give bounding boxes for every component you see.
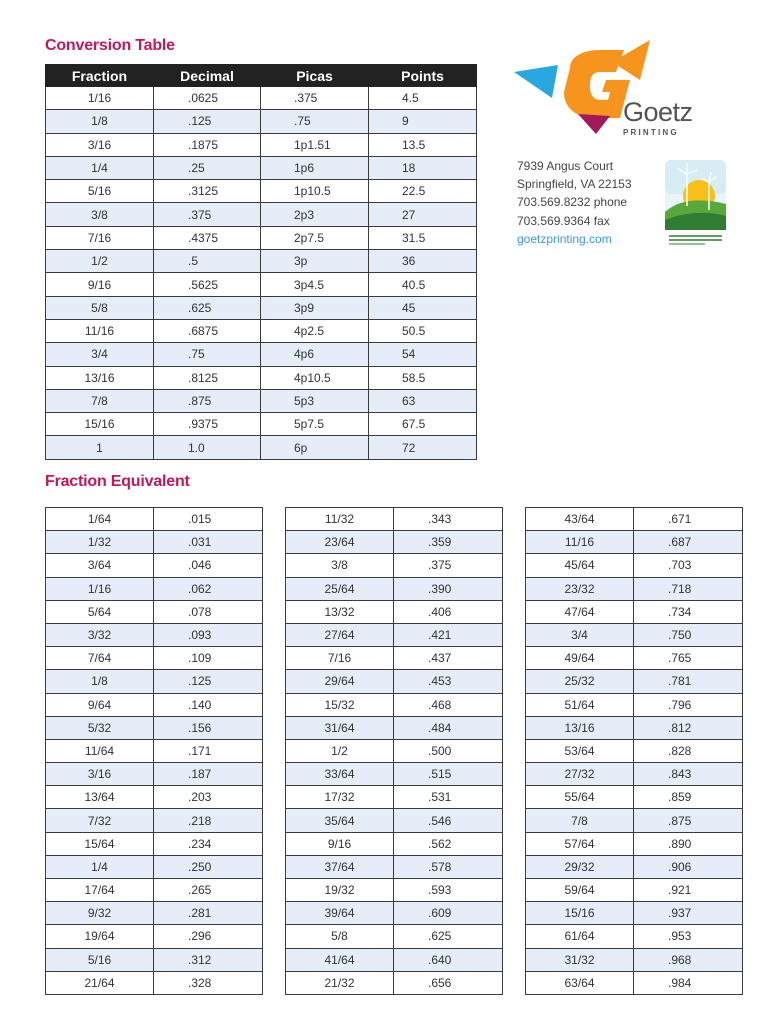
decimal-cell: .718 [634,577,743,600]
decimal-cell: .6875 [154,319,261,342]
picas-cell: 4p10.5 [261,366,369,389]
decimal-cell: .937 [634,902,743,925]
fraction-cell: 7/16 [286,647,394,670]
table-row [46,366,477,389]
table-row [46,554,263,577]
table-row [46,855,263,878]
fraction-cell: 9/32 [46,902,154,925]
table-row [286,670,503,693]
fraction-cell: 3/4 [46,343,154,366]
fraction-cell: 17/64 [46,879,154,902]
table-row [286,971,503,994]
fraction-cell: 11/64 [46,739,154,762]
decimal-cell: .703 [634,554,743,577]
decimal-cell: .5625 [154,273,261,296]
fraction-cell: 39/64 [286,902,394,925]
fraction-cell: 15/16 [526,902,634,925]
table-row [526,809,743,832]
table-row [46,226,477,249]
fraction-cell: 51/64 [526,693,634,716]
decimal-cell: .375 [394,554,503,577]
table-row [46,508,263,531]
decimal-cell: .125 [154,670,263,693]
table-row [46,531,263,554]
table-row [286,577,503,600]
decimal-cell: .968 [634,948,743,971]
table-row [46,577,263,600]
table-row [46,832,263,855]
header-points: Points [369,65,477,87]
decimal-cell: .312 [154,948,263,971]
decimal-cell: .171 [154,739,263,762]
picas-cell: 3p4.5 [261,273,369,296]
table-row [46,273,477,296]
decimal-cell: .781 [634,670,743,693]
decimal-cell: .421 [394,623,503,646]
table-row [526,554,743,577]
conversion-table [45,64,477,460]
fraction-cell: 57/64 [526,832,634,855]
decimal-cell: .453 [394,670,503,693]
decimal-cell: .328 [154,971,263,994]
decimal-cell: .578 [394,855,503,878]
decimal-cell: .609 [394,902,503,925]
fraction-cell: 1/4 [46,156,154,179]
website-link[interactable]: goetzprinting.com [517,231,612,246]
decimal-cell: .625 [154,296,261,319]
table-row [46,250,477,273]
table-row [286,902,503,925]
table-row [526,623,743,646]
table-row [526,693,743,716]
fraction-cell: 47/64 [526,600,634,623]
fraction-cell: 23/64 [286,531,394,554]
address-line-1: 7939 Angus Court [517,159,614,173]
table-row [46,948,263,971]
decimal-cell: .75 [154,343,261,366]
fraction-cell: 9/16 [286,832,394,855]
table-row [526,948,743,971]
fraction-equivalent-table-2 [285,507,503,995]
decimal-cell: .515 [394,763,503,786]
fraction-cell: 7/8 [46,389,154,412]
decimal-cell: .890 [634,832,743,855]
table-row [46,971,263,994]
table-row [46,133,477,156]
table-row [46,203,477,226]
table-row [286,531,503,554]
points-cell: 40.5 [369,273,477,296]
points-cell: 58.5 [369,366,477,389]
fraction-cell: 29/64 [286,670,394,693]
fraction-equivalent-title: Fraction Equivalent [45,473,190,490]
fraction-cell: 29/32 [526,855,634,878]
fraction-cell: 25/32 [526,670,634,693]
fraction-cell: 7/32 [46,809,154,832]
table-row [46,670,263,693]
fraction-cell: 1/32 [46,531,154,554]
decimal-cell: .671 [634,508,743,531]
decimal-cell: .015 [154,508,263,531]
fraction-cell: 27/64 [286,623,394,646]
points-cell: 27 [369,203,477,226]
table-row [526,763,743,786]
decimal-cell: .078 [154,600,263,623]
fraction-cell: 21/64 [46,971,154,994]
fraction-cell: 15/32 [286,693,394,716]
picas-cell: 3p [261,250,369,273]
decimal-cell: .984 [634,971,743,994]
table-row [46,647,263,670]
decimal-cell: .468 [394,693,503,716]
header-picas: Picas [261,65,369,87]
conversion-table-title: Conversion Table [45,37,175,54]
picas-cell: 4p2.5 [261,319,369,342]
decimal-cell: .687 [634,531,743,554]
fraction-cell: 5/32 [46,716,154,739]
table-row [526,832,743,855]
decimal-cell: .843 [634,763,743,786]
fraction-cell: 5/16 [46,180,154,203]
picas-cell: 1p10.5 [261,180,369,203]
points-cell: 67.5 [369,413,477,436]
fraction-cell: 1/64 [46,508,154,531]
table-row [526,902,743,925]
fraction-cell: 1/16 [46,577,154,600]
table-row [286,600,503,623]
decimal-cell: .4375 [154,226,261,249]
fraction-cell: 7/8 [526,809,634,832]
fraction-cell: 1/16 [46,87,154,110]
fraction-cell: 49/64 [526,647,634,670]
fraction-cell: 19/32 [286,879,394,902]
decimal-cell: .250 [154,855,263,878]
decimal-cell: .8125 [154,366,261,389]
conversion-header-row [46,65,477,87]
fraction-cell: 1/4 [46,855,154,878]
decimal-cell: .093 [154,623,263,646]
fraction-cell: 61/64 [526,925,634,948]
table-row [46,389,477,412]
decimal-cell: .656 [394,971,503,994]
fraction-cell: 27/32 [526,763,634,786]
decimal-cell: .625 [394,925,503,948]
fraction-cell: 9/64 [46,693,154,716]
fraction-cell: 1/2 [46,250,154,273]
decimal-cell: .484 [394,716,503,739]
table-row [46,343,477,366]
picas-cell: 5p3 [261,389,369,412]
table-row [46,623,263,646]
fraction-cell: 11/16 [46,319,154,342]
points-cell: 45 [369,296,477,319]
picas-cell: 5p7.5 [261,413,369,436]
table-row [46,180,477,203]
fraction-cell: 31/32 [526,948,634,971]
company-name: Goetz [623,97,693,127]
fraction-cell: 13/16 [526,716,634,739]
picas-cell: 2p7.5 [261,226,369,249]
fax-number: 703.569.9364 fax [517,213,610,228]
header-decimal: Decimal [154,65,261,87]
decimal-cell: .343 [394,508,503,531]
picas-cell: 6p [261,436,369,459]
decimal-cell: .734 [634,600,743,623]
contact-block [517,157,632,248]
decimal-cell: .1875 [154,133,261,156]
decimal-cell: .140 [154,693,263,716]
phone-number: 703.569.8232 phone [517,195,628,210]
fraction-equivalent-table-3 [525,507,743,995]
decimal-cell: .640 [394,948,503,971]
decimal-cell: .281 [154,902,263,925]
table-row [286,647,503,670]
fraction-cell: 5/8 [46,296,154,319]
fraction-cell: 3/4 [526,623,634,646]
fraction-cell: 37/64 [286,855,394,878]
table-row [46,110,477,133]
points-cell: 4.5 [369,87,477,110]
fraction-cell: 33/64 [286,763,394,786]
table-row [46,739,263,762]
decimal-cell: .796 [634,693,743,716]
decimal-cell: .234 [154,832,263,855]
decimal-cell: .203 [154,786,263,809]
fraction-cell: 3/16 [46,133,154,156]
decimal-cell: .921 [634,879,743,902]
fraction-cell: 1/2 [286,739,394,762]
address-line-2: Springfield, VA 22153 [517,177,632,192]
fraction-cell: 59/64 [526,879,634,902]
decimal-cell: .828 [634,739,743,762]
fraction-cell: 13/32 [286,600,394,623]
fraction-cell: 3/8 [46,203,154,226]
table-row [46,763,263,786]
picas-cell: 3p9 [261,296,369,319]
picas-cell: 1p6 [261,156,369,179]
table-row [46,319,477,342]
table-row [526,971,743,994]
decimal-cell: .359 [394,531,503,554]
fraction-cell: 15/16 [46,413,154,436]
decimal-cell: .125 [154,110,261,133]
fraction-cell: 9/16 [46,273,154,296]
picas-cell: .75 [261,110,369,133]
fraction-cell: 1/8 [46,110,154,133]
table-row [286,832,503,855]
decimal-cell: .562 [394,832,503,855]
table-row [46,436,477,459]
decimal-cell: .406 [394,600,503,623]
decimal-cell: .046 [154,554,263,577]
fraction-cell: 41/64 [286,948,394,971]
decimal-cell: .812 [634,716,743,739]
points-cell: 18 [369,156,477,179]
table-row [46,296,477,319]
fraction-cell: 25/64 [286,577,394,600]
table-row [46,809,263,832]
decimal-cell: 1.0 [154,436,261,459]
table-row [526,508,743,531]
table-row [46,786,263,809]
decimal-cell: .546 [394,809,503,832]
decimal-cell: .156 [154,716,263,739]
table-row [46,925,263,948]
fraction-cell: 35/64 [286,809,394,832]
fraction-cell: 1/8 [46,670,154,693]
table-row [46,693,263,716]
fraction-cell: 3/64 [46,554,154,577]
decimal-cell: .031 [154,531,263,554]
points-cell: 72 [369,436,477,459]
table-row [286,739,503,762]
points-cell: 50.5 [369,319,477,342]
points-cell: 13.5 [369,133,477,156]
fraction-cell: 13/16 [46,366,154,389]
decimal-cell: .765 [634,647,743,670]
decimal-cell: .296 [154,925,263,948]
decimal-cell: .593 [394,879,503,902]
table-row [526,600,743,623]
table-row [526,670,743,693]
decimal-cell: .187 [154,763,263,786]
table-row [286,554,503,577]
decimal-cell: .3125 [154,180,261,203]
table-row [46,716,263,739]
decimal-cell: .375 [154,203,261,226]
green-power-badge-icon [665,160,726,246]
table-row [286,716,503,739]
decimal-cell: .437 [394,647,503,670]
points-cell: 22.5 [369,180,477,203]
fraction-cell: 21/32 [286,971,394,994]
table-row [46,600,263,623]
fraction-cell: 17/32 [286,786,394,809]
fraction-cell: 23/32 [526,577,634,600]
table-row [46,902,263,925]
decimal-cell: .5 [154,250,261,273]
fraction-cell: 43/64 [526,508,634,531]
decimal-cell: .9375 [154,413,261,436]
fraction-cell: 3/32 [46,623,154,646]
picas-cell: 4p6 [261,343,369,366]
header-fraction: Fraction [46,65,154,87]
table-row [526,855,743,878]
table-row [286,623,503,646]
table-row [286,693,503,716]
points-cell: 9 [369,110,477,133]
decimal-cell: .500 [394,739,503,762]
decimal-cell: .0625 [154,87,261,110]
decimal-cell: .390 [394,577,503,600]
table-row [526,739,743,762]
table-row [46,87,477,110]
fraction-cell: 3/8 [286,554,394,577]
fraction-cell: 7/16 [46,226,154,249]
table-row [526,531,743,554]
points-cell: 31.5 [369,226,477,249]
table-row [526,647,743,670]
table-row [526,879,743,902]
table-row [286,763,503,786]
decimal-cell: .906 [634,855,743,878]
decimal-cell: .109 [154,647,263,670]
picas-cell: 1p1.51 [261,133,369,156]
decimal-cell: .875 [154,389,261,412]
fraction-cell: 13/64 [46,786,154,809]
decimal-cell: .875 [634,809,743,832]
table-row [286,809,503,832]
fraction-cell: 1 [46,436,154,459]
table-row [286,786,503,809]
fraction-cell: 5/16 [46,948,154,971]
fraction-cell: 19/64 [46,925,154,948]
table-row [46,879,263,902]
fraction-cell: 5/8 [286,925,394,948]
table-row [526,786,743,809]
fraction-cell: 11/16 [526,531,634,554]
picas-cell: .375 [261,87,369,110]
fraction-cell: 15/64 [46,832,154,855]
company-subtitle: PRINTING [623,128,679,137]
fraction-cell: 5/64 [46,600,154,623]
table-row [526,577,743,600]
fraction-cell: 45/64 [526,554,634,577]
table-row [46,413,477,436]
fraction-cell: 11/32 [286,508,394,531]
table-row [526,716,743,739]
fraction-cell: 55/64 [526,786,634,809]
decimal-cell: .265 [154,879,263,902]
decimal-cell: .859 [634,786,743,809]
fraction-cell: 7/64 [46,647,154,670]
decimal-cell: .218 [154,809,263,832]
decimal-cell: .25 [154,156,261,179]
table-row [286,879,503,902]
table-row [286,948,503,971]
points-cell: 54 [369,343,477,366]
fraction-equivalent-table-1 [45,507,263,995]
points-cell: 63 [369,389,477,412]
fraction-cell: 3/16 [46,763,154,786]
fraction-cell: 53/64 [526,739,634,762]
picas-cell: 2p3 [261,203,369,226]
decimal-cell: .750 [634,623,743,646]
table-row [286,508,503,531]
fraction-cell: 31/64 [286,716,394,739]
table-row [286,925,503,948]
table-row [286,855,503,878]
points-cell: 36 [369,250,477,273]
table-row [526,925,743,948]
fraction-cell: 63/64 [526,971,634,994]
decimal-cell: .953 [634,925,743,948]
decimal-cell: .531 [394,786,503,809]
table-row [46,156,477,179]
decimal-cell: .062 [154,577,263,600]
